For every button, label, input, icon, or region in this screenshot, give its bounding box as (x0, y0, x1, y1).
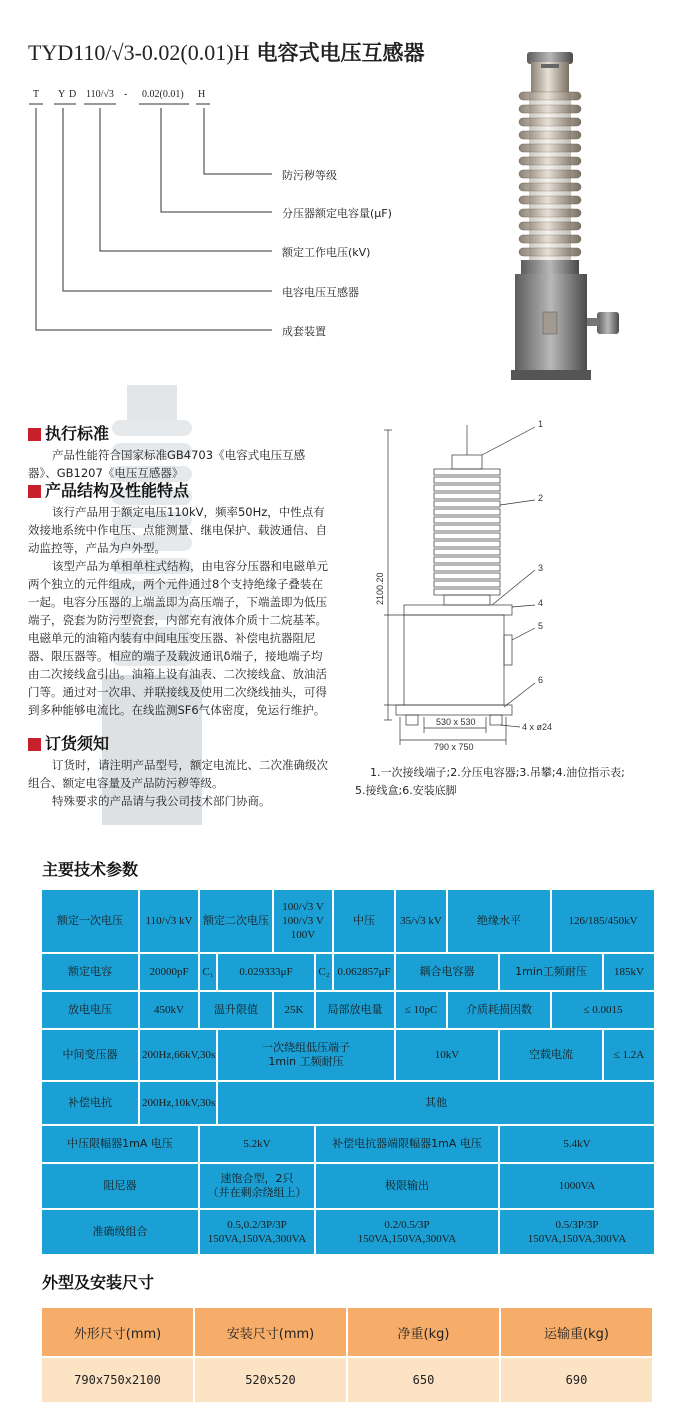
code-part-h: H (198, 89, 206, 100)
product-photo (505, 50, 635, 385)
tech-row-6 (41, 1125, 655, 1163)
label-c1: C₁ (199, 953, 217, 991)
dimensions-value-row (41, 1357, 653, 1403)
label-temp-rise-limit: 温升限值 (199, 991, 273, 1029)
label-reactor-limiter-voltage: 补偿电抗器端限幅器1mA 电压 (315, 1125, 499, 1163)
callout-4: 4 (538, 598, 544, 608)
value-rated-capacitance: 20000pF (139, 953, 199, 991)
hole-dimension: 4 x ø24 (522, 722, 553, 732)
callout-1: 1 (538, 419, 544, 429)
value-compensation-reactor: 200Hz,10kV,30s (139, 1081, 217, 1125)
value-accuracy-option-2: 0.2/0.5/3P 150VA,150VA,300VA (315, 1209, 499, 1255)
label-rated-primary-voltage: 额定一次电压 (41, 889, 139, 953)
callout-5: 5 (538, 621, 544, 631)
value-c2: 0.062857μF (333, 953, 395, 991)
value-install-size: 520x520 (194, 1357, 347, 1403)
code-part-y: Y (58, 89, 66, 100)
label-compensation-reactor: 补偿电抗 (41, 1081, 139, 1125)
section-structure-title: 产品结构及性能特点 (28, 481, 328, 501)
callout-6: 6 (538, 675, 544, 685)
label-primary-lv-terminal: 一次绕组低压端子 1min 工频耐压 (217, 1029, 395, 1081)
dimensions-header-row (41, 1307, 653, 1357)
value-power-freq-withstand: 185kV (603, 953, 655, 991)
order-paragraph-1: 订货时，请注明产品型号，额定电流比、二次准确级次组合、额定电容量及产品防污秽等级。 (28, 758, 328, 790)
section-order (28, 734, 328, 810)
value-limit-output: 1000VA (499, 1163, 655, 1209)
value-discharge-voltage: 450kV (139, 991, 199, 1029)
value-temp-rise-limit: 25K (273, 991, 315, 1029)
value-mv-limiter-voltage: 5.2kV (199, 1125, 315, 1163)
tech-row-7 (41, 1163, 655, 1209)
value-no-load-current: ≤ 1.2A (603, 1029, 655, 1081)
drawing-caption-line1: 1.一次接线端子;2.分压电容器;3.吊攀;4.油位指示表; (370, 766, 625, 779)
value-c1: 0.029333μF (217, 953, 315, 991)
product-name: 电容式电压互感器 (256, 41, 425, 65)
structure-paragraph-2: 该型产品为单相单柱式结构，由电容分压器和电磁单元两个独立的元件组成，两个元件通过8个支持绝缘子叠装在一起。电容分压器的上端盖即为高压端子，下端盖即为低压端子，瓷套为防污型瓷套，内部充有液体介质十二烷基苯。电磁单元的油箱内装有中间电压变压器、补偿电抗器阻尼器、限压器等。相应的端子及载波通讯δ端子，接地端子均由二次接线盒引出。油箱上设有油表、二次接线盒、放油活门等。通过对一次串、并联接线及使用二次绕线抽头，可得到多种能够电流比。在线监测SF6气体密度，免运行维护。 (28, 559, 328, 717)
base-inner-dimension: 530 x 530 (436, 717, 476, 727)
callout-2: 2 (538, 493, 544, 503)
label-damper: 阻尼器 (41, 1163, 199, 1209)
legend-complete-set: 成套装置 (282, 325, 326, 338)
structure-paragraph-1: 该行产品用于额定电压110kV，频率50Hz，中性点有效接地系统中作电压、点能测量、继电保护、载波通信、自动监控等，产品为户外型。 (28, 505, 327, 555)
code-part-dash: - (124, 89, 128, 100)
value-net-weight: 650 (347, 1357, 500, 1403)
value-insulation-level: 126/185/450kV (551, 889, 655, 953)
value-rated-primary-voltage: 110/√3 kV (139, 889, 199, 953)
value-dielectric-loss: ≤ 0.0015 (551, 991, 655, 1029)
dimensions-title: 外型及安装尺寸 (42, 1273, 155, 1292)
code-part-voltage: 110/√3 (86, 89, 114, 100)
tech-row-4 (41, 1029, 655, 1081)
label-discharge-voltage: 放电电压 (41, 991, 139, 1029)
header-net-weight: 净重(kg) (347, 1307, 500, 1357)
label-coupling-capacitor: 耦合电容器 (395, 953, 499, 991)
label-other: 其他 (217, 1081, 655, 1125)
value-rated-secondary-voltage: 100/√3 V 100/√3 V 100V (273, 889, 333, 953)
value-shipping-weight: 690 (500, 1357, 653, 1403)
code-part-capacitance: 0.02(0.01) (142, 89, 184, 100)
label-medium-voltage: 中压 (333, 889, 395, 953)
base-outer-dimension: 790 x 750 (434, 742, 474, 752)
value-reactor-limiter-voltage: 5.4kV (499, 1125, 655, 1163)
label-rated-capacitance: 额定电容 (41, 953, 139, 991)
red-square-icon (28, 485, 41, 498)
tech-row-8 (41, 1209, 655, 1255)
label-power-freq-withstand: 1min工频耐压 (499, 953, 603, 991)
height-dimension: 2100.20 (375, 572, 385, 605)
header-shipping-weight: 运输重(kg) (500, 1307, 653, 1357)
legend-rated-capacitance: 分压器额定电容量(μF) (282, 207, 392, 220)
section-standard (28, 424, 328, 482)
label-intermediate-transformer: 中间变压器 (41, 1029, 139, 1081)
technical-drawing (370, 415, 670, 755)
red-square-icon (28, 738, 41, 751)
value-outline-size: 790x750x2100 (41, 1357, 194, 1403)
label-rated-secondary-voltage: 额定二次电压 (199, 889, 273, 953)
tech-params-table (40, 888, 656, 1256)
label-partial-discharge: 局部放电量 (315, 991, 395, 1029)
tech-row-3 (41, 991, 655, 1029)
value-intermediate-transformer: 200Hz,66kV,30s (139, 1029, 217, 1081)
label-dielectric-loss: 介质耗损因数 (447, 991, 551, 1029)
label-no-load-current: 空载电流 (499, 1029, 603, 1081)
header-outline-size: 外形尺寸(mm) (41, 1307, 194, 1357)
label-accuracy-combination: 准确级组合 (41, 1209, 199, 1255)
label-mv-limiter-voltage: 中压限幅器1mA 电压 (41, 1125, 199, 1163)
standard-text: 产品性能符合国家标准GB4703《电容式电压互感器》、GB1207《电压互感器》 (28, 448, 306, 480)
code-part-t: T (33, 89, 40, 100)
label-c2: C₂ (315, 953, 333, 991)
value-primary-lv-terminal: 10kV (395, 1029, 499, 1081)
label-insulation-level: 绝缘水平 (447, 889, 551, 953)
tech-row-5 (41, 1081, 655, 1125)
value-partial-discharge: ≤ 10pC (395, 991, 447, 1029)
tech-row-2 (41, 953, 655, 991)
value-damper: 速饱合型，2只 （并在剩余绕组上） (199, 1163, 315, 1209)
drawing-caption-line2: 5.接线盒;6.安装底脚 (355, 784, 457, 797)
legend-pollution-class: 防污秽等级 (282, 169, 337, 182)
order-paragraph-2: 特殊要求的产品请与我公司技术部门协商。 (52, 794, 271, 808)
code-part-d: D (69, 89, 77, 100)
tech-params-title: 主要技术参数 (42, 860, 139, 879)
section-standard-title: 执行标准 (28, 424, 328, 444)
callout-3: 3 (538, 563, 544, 573)
red-square-icon (28, 428, 41, 441)
model-number: TYD110/√3-0.02(0.01)H (28, 40, 250, 65)
legend-cvt: 电容电压互感器 (282, 286, 359, 299)
label-limit-output: 极限输出 (315, 1163, 499, 1209)
header-install-size: 安装尺寸(mm) (194, 1307, 347, 1357)
tech-row-1 (41, 889, 655, 953)
dimensions-table (40, 1306, 654, 1404)
legend-rated-voltage: 额定工作电压(kV) (282, 246, 371, 259)
section-order-title: 订货须知 (28, 734, 328, 754)
value-accuracy-option-3: 0.5/3P/3P 150VA,150VA,300VA (499, 1209, 655, 1255)
value-accuracy-option-1: 0.5,0.2/3P/3P 150VA,150VA,300VA (199, 1209, 315, 1255)
section-structure (28, 481, 328, 719)
value-medium-voltage: 35/√3 kV (395, 889, 447, 953)
